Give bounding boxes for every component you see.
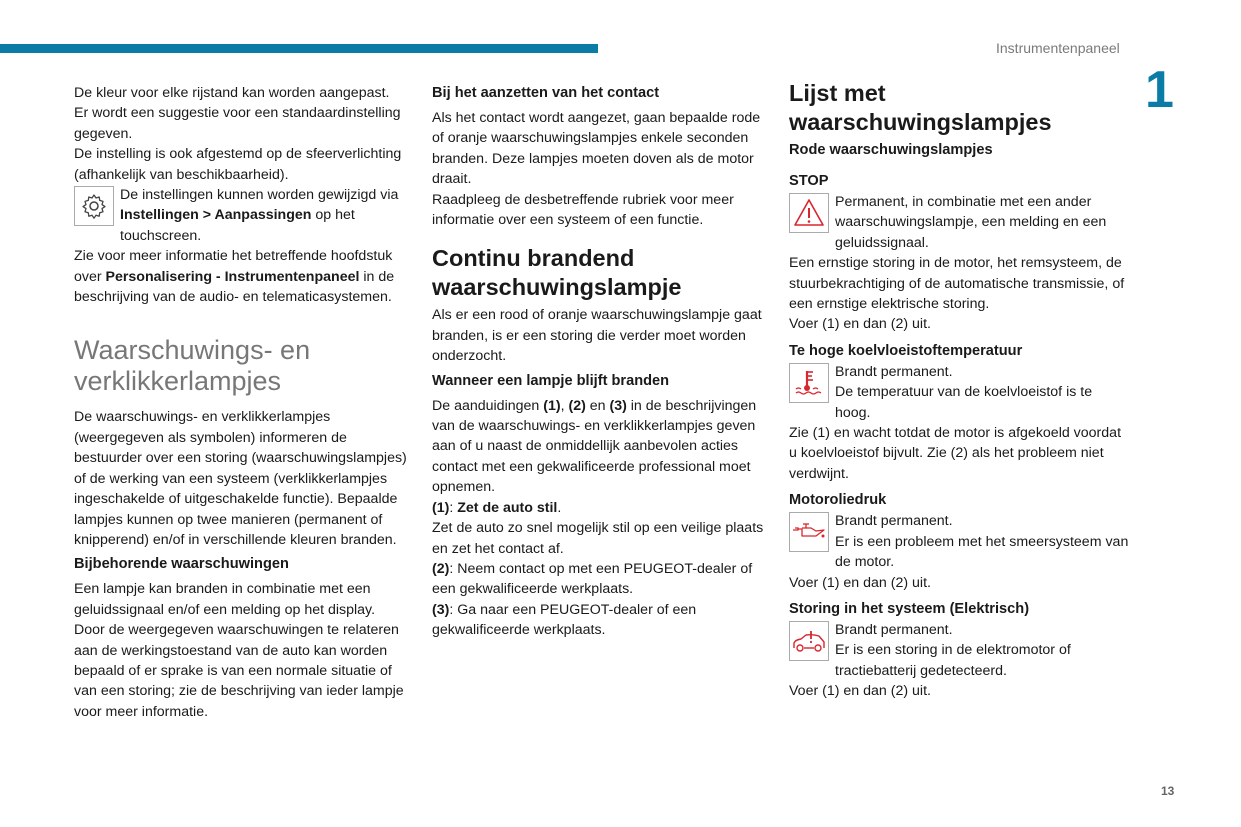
- paragraph: De aanduidingen (1), (2) en (3) in de beschrijvingen van de waarschuwings- en verklikkerlampjes geven aan of u naast de onmiddellijk aanbevolen acties contact met een gekwalificeerde professional moet opnemen.: [432, 397, 757, 496]
- section-title: Waarschuwings- en verklikkerlampjes: [74, 335, 311, 397]
- lamp-entry-oil-pressure: [789, 490, 1129, 593]
- paragraph: Raadpleeg de desbetreffende rubriek voor meer informatie over een systeem of een functie.: [432, 191, 734, 229]
- lamp-condition: Permanent, in combinatie met een ander waarschuwingslampje, een melding en een geluidssignaal.: [835, 194, 1107, 251]
- lamp-description: Een ernstige storing in de motor, het remsysteem, de stuurbekrachtiging of de automatische transmissie, of een ernstige elektrische storing.: [789, 255, 1125, 313]
- lamp-entry-electric-system: [789, 599, 1129, 702]
- subsection-title: Bij het aanzetten van het contact: [432, 85, 660, 101]
- coolant-temperature-icon: [789, 363, 829, 403]
- lamp-action: Voer (1) en dan (2) uit.: [789, 316, 931, 333]
- column-3: [789, 80, 1129, 702]
- column-1: [74, 83, 414, 722]
- subsection-title: Wanneer een lampje blijft branden: [432, 372, 670, 389]
- paragraph: De instellingen kunnen worden gewijzigd via Instellingen > Aanpassingen op het touchscreen.: [120, 187, 399, 244]
- running-head: Instrumentenpaneel: [996, 40, 1120, 56]
- paragraph: De waarschuwings- en verklikkerlampjes (weergegeven als symbolen) informeren de bestuurder over een storing (waarschuwingslampjes) of de werking van een systeem (verklikkerlampjes ingeschakelde of uitgeschakelde functie). Bepaalde lampjes kunnen op twee manieren (permanent of knipperend) en/of in verschillende kleuren branden.: [74, 409, 407, 548]
- action-3: (3): Ga naar een PEUGEOT-dealer of een gekwalificeerde werkplaats.: [432, 601, 697, 639]
- lamp-title: Storing in het systeem (Elektrisch): [789, 600, 1030, 617]
- page-number: 13: [1161, 784, 1175, 798]
- paragraph: Als het contact wordt aangezet, gaan bepaalde rode of oranje waarschuwingslampjes enkele seconden branden. Deze lampjes moeten doven als de motor draait.: [432, 110, 761, 188]
- gear-icon: [74, 186, 114, 226]
- lamp-description: Er is een probleem met het smeersysteem van de motor.: [835, 533, 1129, 571]
- paragraph: De instelling is ook afgestemd op de sfeerverlichting (afhankelijk van beschikbaarheid).: [74, 146, 402, 183]
- column-2: [432, 83, 772, 641]
- chapter-number: 1: [1145, 61, 1174, 119]
- paragraph: De kleur voor elke rijstand kan worden aangepast.: [74, 85, 390, 101]
- lamp-action: Zie (1) en wacht totdat de motor is afgekoeld voordat u koelvloeistof bijvult. Zie (2) als het probleem niet verdwijnt.: [789, 425, 1122, 482]
- paragraph: Door de weergegeven waarschuwingen te relateren aan de werkingstoestand van de auto kan worden bepaald of er sprake is van een normale situatie of van een storing; zie de beschrijving van ieder lampje voor meer informatie.: [74, 622, 404, 720]
- menu-path: Instellingen > Aanpassingen: [120, 207, 312, 224]
- lamp-action: Voer (1) en dan (2) uit.: [789, 683, 931, 700]
- lamp-title: STOP: [789, 173, 829, 189]
- chapter-reference: Personalisering - Instrumentenpaneel: [105, 268, 360, 285]
- warning-triangle-icon: [789, 193, 829, 233]
- lamp-description: Er is een storing in de elektromotor of tractiebatterij gedetecteerd.: [835, 642, 1071, 679]
- action-1-body: Zet de auto zo snel mogelijk stil op een veilige plaats en zet het contact af.: [432, 520, 764, 557]
- lamp-condition: Brandt permanent.: [835, 363, 953, 380]
- paragraph: Een lampje kan branden in combinatie met een geluidssignaal en/of een melding op het display.: [74, 581, 376, 618]
- paragraph: Zie voor meer informatie het betreffende hoofdstuk over Personalisering - Instrumentenpaneel in de beschrijving van de audio- en telematicasystemen.: [74, 248, 395, 306]
- section-title: Lijst met waarschuwingslampjes: [789, 80, 1052, 135]
- lamp-condition: Brandt permanent.: [835, 513, 953, 530]
- lamp-entry-stop: [789, 171, 1129, 335]
- oil-pressure-icon: [789, 512, 829, 552]
- lamp-action: Voer (1) en dan (2) uit.: [789, 574, 931, 591]
- header-accent-bar: [0, 44, 598, 53]
- paragraph: Er wordt een suggestie voor een standaardinstelling gegeven.: [74, 105, 401, 142]
- subsection-title: Bijbehorende waarschuwingen: [74, 556, 289, 573]
- settings-note: [74, 185, 414, 246]
- lamp-condition: Brandt permanent.: [835, 621, 953, 638]
- subsection-title: Rode waarschuwingslampjes: [789, 142, 993, 158]
- lamp-description: De temperatuur van de koelvloeistof is te hoog.: [835, 384, 1093, 421]
- lamp-title: Te hoge koelvloeistoftemperatuur: [789, 342, 1023, 359]
- lamp-title: Motoroliedruk: [789, 492, 887, 509]
- paragraph: Als er een rood of oranje waarschuwingslampje gaat branden, is er een storing die verder moet worden onderzocht.: [432, 307, 762, 365]
- electric-system-fault-icon: [789, 621, 829, 661]
- action-2: (2): Neem contact op met een PEUGEOT-dealer of een gekwalificeerde werkplaats.: [432, 560, 753, 598]
- action-1-title: (1): Zet de auto stil.: [432, 499, 562, 516]
- section-title: Continu brandend waarschuwingslampje: [432, 245, 682, 300]
- lamp-entry-coolant-temperature: [789, 341, 1129, 484]
